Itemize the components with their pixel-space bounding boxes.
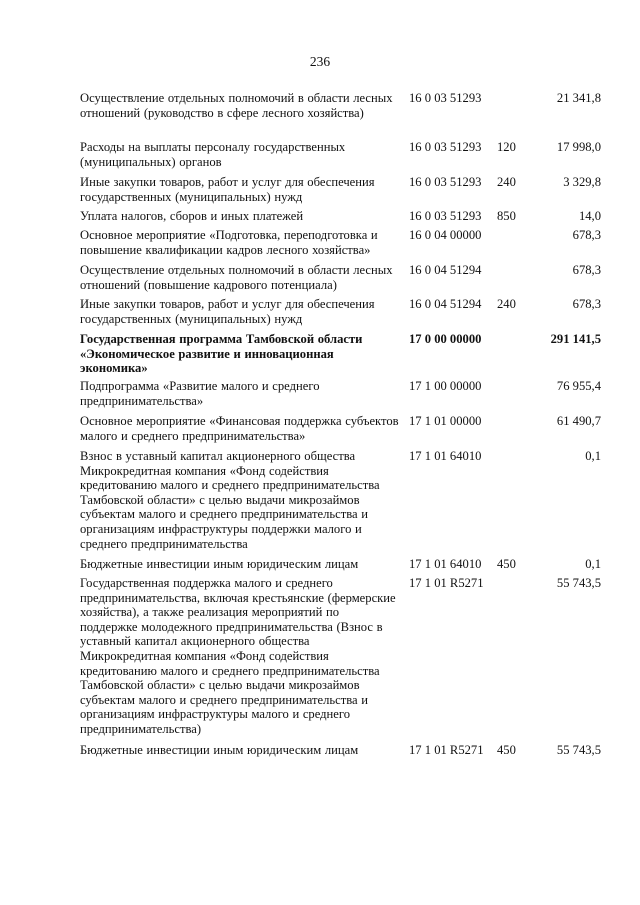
row-amount: 76 955,4 [556,379,601,393]
row-code: 17 1 01 R5271 [409,743,484,757]
row-amount: 21 341,8 [556,91,601,105]
row-amount: 17 998,0 [556,140,601,154]
row-name: Бюджетные инвестиции иным юридическим лицам [80,557,359,571]
row-code: 16 0 03 51293 [409,175,482,189]
row-code: 17 1 01 00000 [409,414,482,428]
row-expense-type: 450 [497,743,516,757]
row-name: Государственная программа Тамбовской области «Экономическое развитие и инновационная экономика» [80,332,363,376]
row-code: 17 1 00 00000 [409,379,482,393]
row-code: 16 0 04 00000 [409,228,482,242]
row-amount: 678,3 [572,263,601,277]
row-name: Иные закупки товаров, работ и услуг для обеспечения государственных (муниципальных) нужд [80,297,375,326]
row-amount: 61 490,7 [556,414,601,428]
row-amount: 55 743,5 [556,576,601,590]
row-code: 17 1 01 64010 [409,449,482,463]
row-expense-type: 850 [497,209,516,223]
row-name: Взнос в уставный капитал акционерного общества Микрокредитная компания «Фонд содействия кредитованию малого и среднего предпринимательства Тамбовской области» с целью выдачи микрозаймов субъектам малого и среднего предпринимательства и организациям инфраструктуры поддержки малого и среднего предпринимательства [80,449,380,551]
row-code: 17 1 01 64010 [409,557,482,571]
row-name: Уплата налогов, сборов и иных платежей [80,209,304,223]
page-number: 236 [309,54,331,69]
row-code: 16 0 04 51294 [409,263,482,277]
row-amount: 55 743,5 [556,743,601,757]
row-expense-type: 450 [497,557,516,571]
row-name: Осуществление отдельных полномочий в области лесных отношений (руководство в сфере лесного хозяйства) [80,91,393,120]
row-amount: 0,1 [585,557,601,571]
row-amount: 0,1 [585,449,601,463]
row-name: Иные закупки товаров, работ и услуг для обеспечения государственных (муниципальных) нужд [80,175,375,204]
row-code: 17 0 00 00000 [409,332,482,346]
row-name: Осуществление отдельных полномочий в области лесных отношений (повышение кадрового потенциала) [80,263,393,292]
row-name: Бюджетные инвестиции иным юридическим лицам [80,743,359,757]
row-code: 16 0 04 51294 [409,297,482,311]
row-name: Основное мероприятие «Финансовая поддержка субъектов малого и среднего предпринимательства» [80,414,399,443]
row-amount: 678,3 [572,297,601,311]
row-amount: 14,0 [578,209,601,223]
row-name: Подпрограмма «Развитие малого и среднего предпринимательства» [80,379,320,408]
row-name: Государственная поддержка малого и среднего предпринимательства, включая крестьянские (фермерские хозяйства), а также реализация мероприятий по поддержке молодежного предпринимательства (Взнос в уставный капитал акционерного общества Микрокредитная компания «Фонд содействия кредитованию малого и среднего предпринимательства Тамбовской области» с целью выдачи микрозаймов субъектам малого и среднего предпринимательства и организациям инфраструктуры малого и среднего предпринимательства) [80,576,396,736]
row-amount: 3 329,8 [563,175,601,189]
row-expense-type: 240 [497,297,516,311]
row-name: Расходы на выплаты персоналу государственных (муниципальных) органов [80,140,346,169]
row-amount: 678,3 [572,228,601,242]
row-code: 16 0 03 51293 [409,209,482,223]
row-code: 16 0 03 51293 [409,140,482,154]
row-expense-type: 120 [497,140,516,154]
row-expense-type: 240 [497,175,516,189]
row-amount: 291 141,5 [550,332,601,346]
row-code: 17 1 01 R5271 [409,576,484,590]
row-code: 16 0 03 51293 [409,91,482,105]
row-name: Основное мероприятие «Подготовка, переподготовка и повышение квалификации кадров лесного хозяйства» [80,228,378,257]
